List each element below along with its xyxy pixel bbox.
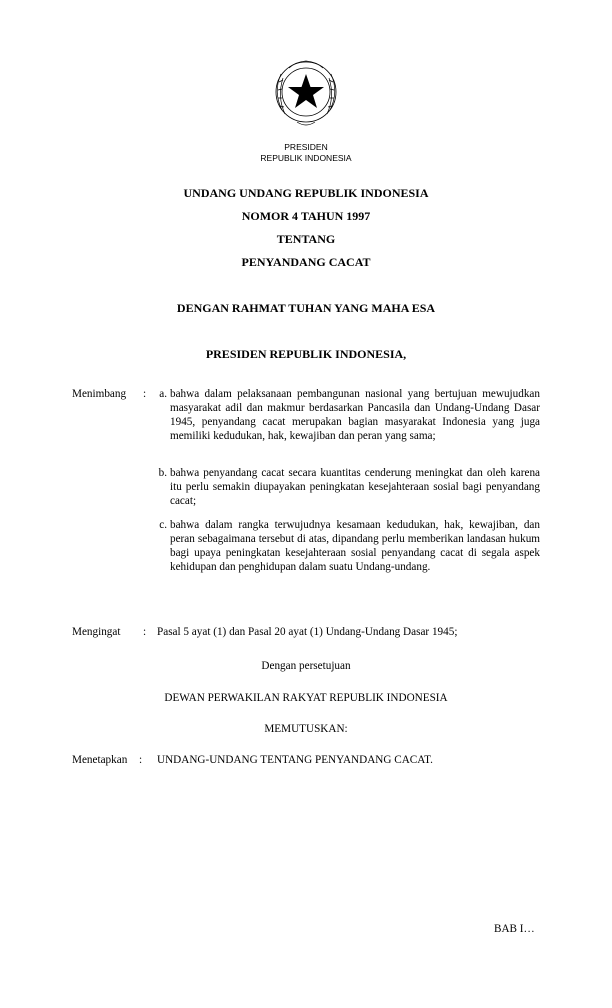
preamble-heading: DENGAN RAHMAT TUHAN YANG MAHA ESA	[176, 301, 436, 315]
title-line-1: UNDANG UNDANG REPUBLIK INDONESIA	[183, 186, 429, 200]
menimbang-label: Menimbang	[72, 388, 127, 400]
emblem-caption-bottom: REPUBLIK INDONESIA	[260, 153, 352, 163]
menetapkan-colon: :	[139, 754, 143, 766]
mengingat-text: Pasal 5 ayat (1) dan Pasal 20 ayat (1) Undang-Undang Dasar 1945;	[157, 626, 458, 638]
menimbang-item-a-text: bahwa dalam pelaksanaan pembangunan nasional yang bertujuan mewujudkan masyarakat adil dan makmur berdasarkan Pancasila dan Undang-Undang Dasar 1945, penyandang cacat merupakan bagian masyarakat Indonesia yang juga memiliki kedudukan, hak, kewajiban dan peran yang sama;	[170, 388, 540, 442]
mengingat-label: Mengingat	[72, 626, 121, 638]
next-page-marker: BAB I…	[494, 923, 535, 935]
menimbang-item-c-text: bahwa dalam rangka terwujudnya kesamaan kedudukan, hak, kewajiban, dan peran sebagaimana tersebut di atas, dipandang perlu memberikan landasan hukum bagi upaya peningkatan kesejahteraan sosial penyandang cacat di segala aspek kehidupan dan penghidupan dalam suatu Undang-undang.	[170, 519, 540, 573]
menetapkan-label: Menetapkan	[72, 754, 128, 766]
menimbang-item-b-mark: b.	[158, 467, 167, 479]
menimbang-item-b-text: bahwa penyandang cacat secara kuantitas cenderung meningkat dan oleh karena itu perlu semakin diupayakan peningkatan kesejahteraan sosial bagi penyandang cacat;	[170, 467, 540, 507]
emblem-caption-top: PRESIDEN	[284, 142, 328, 152]
president-heading: PRESIDEN REPUBLIK INDONESIA,	[205, 347, 407, 361]
title-line-4: PENYANDANG CACAT	[241, 255, 371, 269]
mengingat-colon: :	[143, 626, 147, 638]
memutuskan-heading: MEMUTUSKAN:	[264, 723, 348, 735]
title-line-2: NOMOR 4 TAHUN 1997	[241, 209, 371, 223]
garuda-star-emblem-icon	[267, 52, 345, 140]
title-line-3: TENTANG	[276, 232, 336, 246]
persetujuan-text: Dengan persetujuan	[261, 660, 351, 672]
menimbang-item-c-mark: c.	[159, 519, 167, 531]
menimbang-item-a-mark: a.	[159, 388, 167, 400]
menimbang-colon: :	[143, 388, 147, 400]
dpr-heading: DEWAN PERWAKILAN RAKYAT REPUBLIK INDONESIA	[164, 692, 448, 704]
menetapkan-text: UNDANG-UNDANG TENTANG PENYANDANG CACAT.	[157, 754, 433, 766]
